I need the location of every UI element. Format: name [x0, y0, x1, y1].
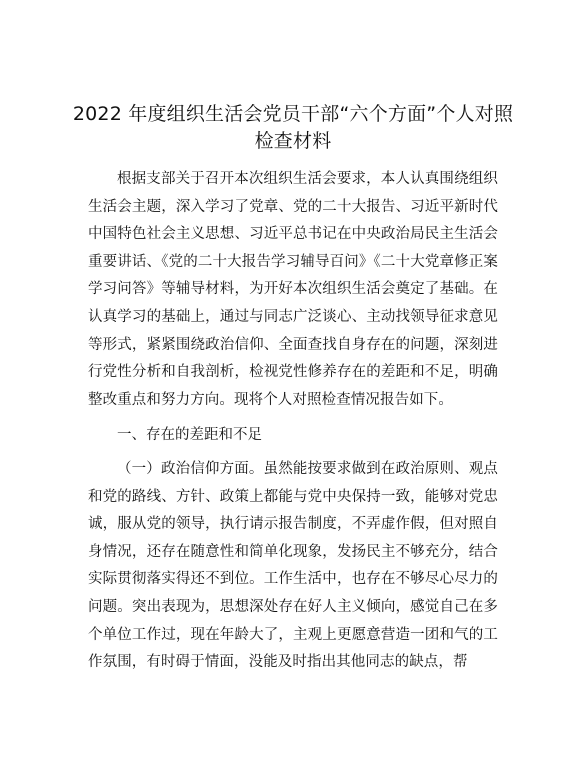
document-title: 2022 年度组织生活会党员干部“六个方面”个人对照检查材料 [72, 103, 514, 152]
document-body [88, 166, 498, 677]
political-belief-paragraph: （一）政治信仰方面。虽然能按要求做到在政治原则、观点和党的路线、方针、政策上都能与党中央保持一致，能够对党忠诚，服从党的领导，执行请示报告制度，不弄虚作假，但对照自身情况，还存在随意性和简单化现象，发扬民主不够充分，结合实际贯彻落实得还不到位。工作生活中，也存在不够尽心尽力的问题。突出表现为，思想深处存在好人主义倾向，感觉自己在多个单位工作过，现在年龄大了，主观上更愿意营造一团和气的工作氛围，有时碍于情面，没能及时指出其他同志的缺点，帮 [88, 460, 498, 671]
section-heading: 一、存在的差距和不足 [117, 427, 262, 444]
intro-paragraph: 根据支部关于召开本次组织生活会要求，本人认真围绕组织生活会主题，深入学习了党章、党的二十大报告、习近平新时代中国特色社会主义思想、习近平总书记在中央政治局民主生活会重要讲话、《党的二十大报告学习辅导百问》《二十大党章修正案学习问答》等辅导材料，为开好本次组织生活会奠定了基础。在认真学习的基础上，通过与同志广泛谈心、主动找领导征求意见等形式，紧紧围绕政治信仰、全面查找自身存在的问题，深刻进行党性分析和自我剖析，检视党性修养存在的差距和不足，明确整改重点和努力方向。现将个人对照检查情况报告如下。 [88, 171, 498, 408]
